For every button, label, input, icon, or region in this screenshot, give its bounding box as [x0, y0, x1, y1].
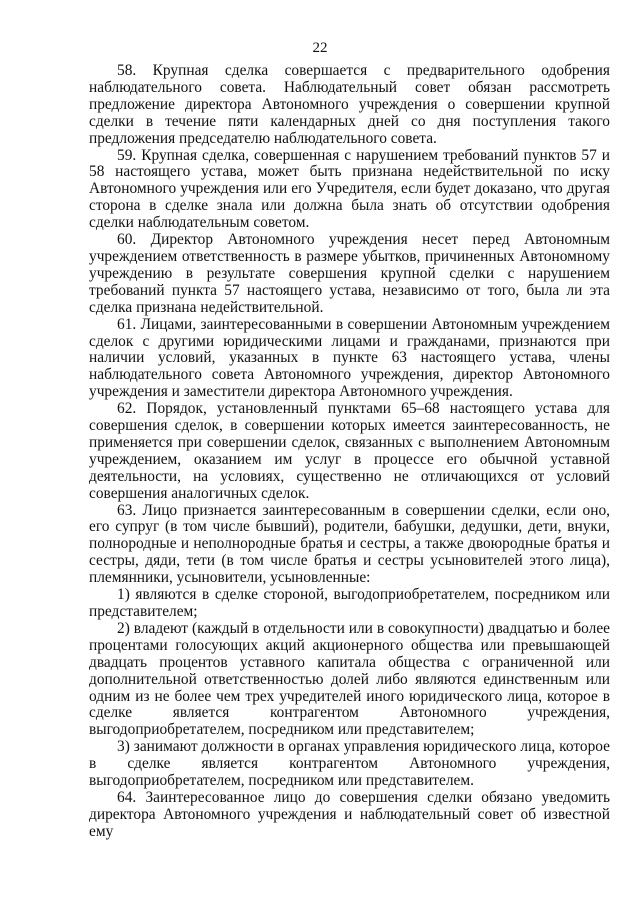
paragraph-58: 58. Крупная сделка совершается с предварительного одобрения наблюдательного совета. Наблюдательный совет обязан рассмотреть предложение директора Автономного учреждения о совершении крупной сделки в течение пяти календарных дней со дня поступления такого предложения председателю наблюдательного совета. — [89, 62, 610, 147]
document-body — [89, 63, 610, 841]
page-number: 22 — [312, 40, 328, 56]
paragraph-59: 59. Крупная сделка, совершенная с нарушением требований пунктов 57 и 58 настоящего устава, может быть признана недействительной по иску Автономного учреждения или его Учредителя, если будет доказано, что другая сторона в сделке знала или должна была знать об отсутствии одобрения сделки наблюдательным советом. — [89, 146, 610, 232]
paragraph-60: 60. Директор Автономного учреждения несет перед Автономным учреждением ответственность в размере убытков, причиненных Автономному учреждению в результате совершения крупной сделки с нарушением требований пункта 57 настоящего устава, независимо от того, была ли эта сделка признана недействительной. — [89, 231, 610, 316]
paragraph-64: 64. Заинтересованное лицо до совершения сделки обязано уведомить директора Автономного учреждения и наблюдательный совет об известной ему — [89, 788, 610, 840]
paragraph-63-item-1: 1) являются в сделке стороной, выгодоприобретателем, посредником или представителем; — [89, 586, 610, 620]
paragraph-62: 62. Порядок, установленный пунктами 65–68 настоящего устава для совершения сделок, в совершении которых имеется заинтересованность, не применяется при совершении сделок, связанных с выполнением Автономным учреждением, оказанием им услуг в процессе его обычной уставной деятельности, на условиях, существенно не отличающихся от условий совершения аналогичных сделок. — [89, 400, 610, 502]
paragraph-63: 63. Лицо признается заинтересованным в совершении сделки, если оно, его супруг (в том числе бывший), родители, бабушки, дедушки, дети, внуки, полнородные и неполнородные братья и сестры, а также двоюродные братья и сестры, дяди, тети (в том числе братья и сестры усыновителей этого лица), племянники, усыновители, усыновленные: — [89, 501, 610, 587]
paragraph-63-item-2: 2) владеют (каждый в отдельности или в совокупности) двадцатью и более процентами голосующих акций акционерного общества или превышающей двадцать процентов уставного капитала общества с ограниченной или дополнительной ответственностью долей либо являются единственным или одним из не более чем трех учредителей иного юридического лица, которое в сделке является контрагентом Автономного учреждения, выгодоприобретателем, посредником или представителем; — [89, 619, 610, 739]
paragraph-61: 61. Лицами, заинтересованными в совершении Автономным учреждением сделок с другими юридическими лицами и гражданами, признаются при наличии условий, указанных в пункте 63 настоящего устава, члены наблюдательного совета Автономного учреждения, директор Автономного учреждения и заместители директора Автономного учреждения. — [89, 315, 610, 401]
paragraph-63-item-3: 3) занимают должности в органах управления юридического лица, которое в сделке является контрагентом Автономного учреждения, выгодоприобретателем, посредником или представителем. — [89, 738, 610, 790]
